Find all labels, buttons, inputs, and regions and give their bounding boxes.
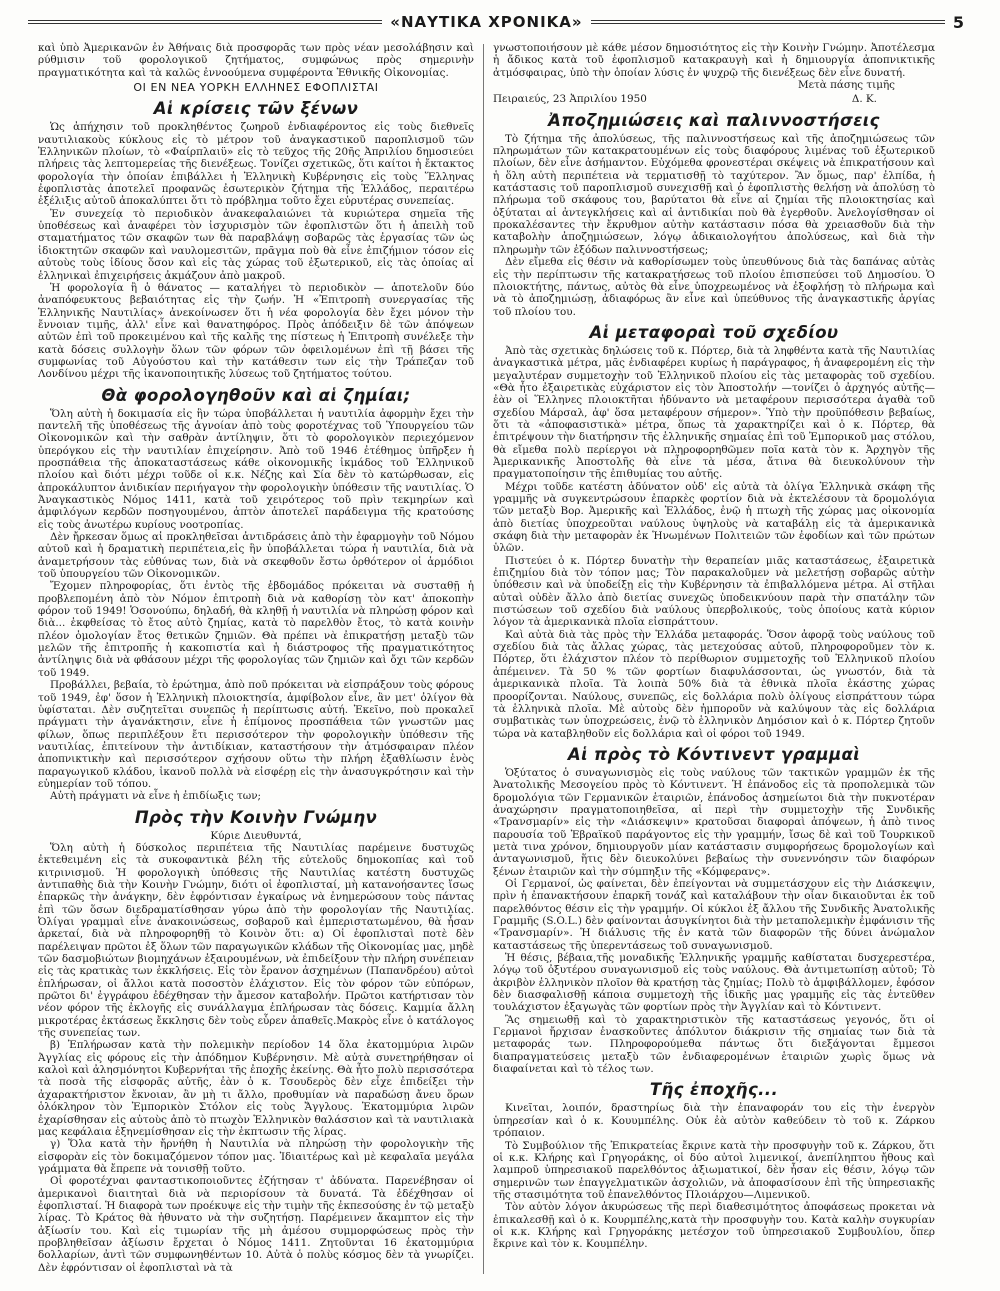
article-paragraph: Προβάλλει, βεβαία, τὸ ἐρώτημα, ἀπὸ ποῦ πρόκειται νὰ εἰσπράξουν τοὺς φόρους τοῦ 1949, ἐφ' ὅσον ἡ Ἑλληνικὴ πλοιοκτησία, ἀμφίβολον εἶνε, ἂν μετ' ὀλίγον θὰ ὑφίσταται. Δὲν συζητεῖται συνεπῶς ἡ περίπτωσις αὐτή. Ἐκεῖνο, ποὺ προκαλεῖ πράγματι τὴν ἀγανάκτησιν, εἶνε ἡ ἐπίμονος προσπάθεια τῶν γνωστῶν μας φίλων, ὅπως περιπλέξουν ἔτι περισσότερον τὴν φορολογικὴν ὑπόθεσιν τῆς ναυτιλίας, ἐπιτείνουν τὴν ἀντιδίκιαν, καταστήσουν τὴν ἀτμόσφαιραν πλέον ἀποπνικτικὴν καὶ περισσότερον σχήσουν οὕτω τὴν πλήρη ἐξαθλίωσιν ἑνὸς παραγωγικοῦ κλάδου, ἱκανοῦ πολλὰ νὰ εἰσφέρῃ εἰς τὴν ἀνασυγκρότησιν καὶ τὴν εὐημερίαν τοῦ τόπου. <box>38 679 474 790</box>
article-paragraph: Καὶ αὐτὰ διὰ τὰς πρὸς τὴν Ἑλλάδα μεταφοράς. Ὅσον ἀφορᾷ τοὺς ναύλους τοῦ σχεδίου διὰ τὰς ἄλλας χώρας, τὰς μετεχούσας αὐτοῦ, πληροφοροῦμεν τὸν κ. Πόρτερ, ὅτι ἐλάχιστον πλέον τὸ περίθωριον συμμετοχῆς τοῦ Ἑλληνικοῦ πλοίου ἀπέμεινεν. Τὰ 50 % τῶν φορτίων διαφυλάσσονται, ὡς γνωστόν, διὰ τὰ ἀμερικανικὰ πλοῖα. Τὰ λοιπὰ 50% διὰ τὰ ἐθνικὰ πλοῖα ἑκάστης χώρας προορίζονται. Ναύλους, συνεπῶς, εἰς δολλάρια πολὺ ὀλίγους εἰσπράττουν τώρα τὰ ἑλληνικὰ πλοῖα. Μὲ αὐτοὺς δὲν ἠμποροῦν νὰ καλύψουν τὰς εἰς δολλάρια συμβατικὰς των ὑποχρεώσεις, ἐνῷ τὸ ἑλληνικὸν Δημόσιον καὶ ὁ κ. Πόρτερ ζητοῦν τώρα νὰ καταβληθοῦν εἰς δολλάρια καὶ οἱ φόροι τοῦ 1949. <box>493 628 935 740</box>
article-paragraph: Ὁξύτατος ὁ συναγωνισμὸς εἰς τοὺς ναύλους τῶν τακτικῶν γραμμῶν ἐκ τῆς Ἀνατολικῆς Μεσογείου πρὸς τὸ Κόντινεντ. Ἡ ἐπάνοδος εἰς τὰ προπολεμικὰ τῶν δρομολόγια τῶν Γερμανικῶν ἑταιριῶν, ἐπάνοδος ἀσημείωτοι διὰ τὴν πυκνοτέραν ἀναχώρησιν πραγματοποιηθεῖσα, αἱ περὶ τὴν συμμετοχὴν τῆς Συνδικῆς «Τρανσμαρίν» εἰς τὴν «Διάσκεψιν» κρατοῦσαι διαφοραὶ ἀπόψεων, ἡ ἀπὸ τινος παρουσία τοῦ Ἑβραϊκοῦ παράγοντος εἰς τὴν γραμμήν, ἴσως δὲ καὶ τοῦ Τουρκικοῦ μετὰ τινα χρόνον, δημιουργοῦν μίαν κατάστασιν συμφορήσεως δρομολογίων καὶ ἀνταγωνισμοῦ, ἥτις δὲν διευκολύνει βεβαίως τὴν συνεννόησιν τῶν διαφόρων ξένων ἑταιριῶν καὶ τὴν σύμπηξιν τῆς «Κόμφερανς». <box>493 766 935 878</box>
left-column <box>38 42 474 1278</box>
letter-initials: Δ. Κ. <box>851 93 877 106</box>
article-paragraph: β) Ἐπλήρωσαν κατὰ τὴν πολεμικὴν περίοδον 14 ὅλα ἑκατομμύρια λιρῶν Ἀγγλίας εἰς φόρους εἰς τὴν ἀπόδημον Κυβέρνησιν. Μὲ αὐτὰ συνετηρήθησαν οἱ καλοὶ καὶ ἀλησμόνητοι Κυβερνήται τῆς ἐποχῆς ἐκείνης. Θὰ ἦτο πολὺ περισσότερα τὰ ποσὰ τῆς εἰσφορᾶς αὐτῆς, ἐὰν ὁ κ. Τσουδερὸς δὲν εἶχε ἐπιδείξει τὴν ἀχαρακτήριστον ἔκνοιαν, ἂν μὴ τι ἄλλο, προθυμίαν νὰ παραδώσῃ ἄνευ ὅρων ὁλόκληρον τὸν Ἐμπορικὸν Στόλον εἰς τοὺς Ἄγγλους. Ἑκατομμύρια λιρῶν ἐχαρίσθησαν εἰς αὐτοὺς ἀπὸ τὸ πτωχὸν Ἑλληνικὸν θαλάσσιον καὶ τὰ ναυτιλιακὰ μας κεφάλαια ἐξηνεμίσθησαν εἰς τὴν ἐκπτωσιν τῆς λίρας. <box>38 1039 474 1138</box>
article-paragraph: Μέχρι τοῦδε κατέστη ἀδύνατον οὐδ' εἰς αὐτὰ τὰ ὀλίγα Ἑλληνικὰ σκάφη τῆς γραμμῆς νὰ συγκεντρώσουν ἐπαρκὲς φορτίον διὰ νὰ ἐκτελέσουν τὰ δρομολόγια τῶν μεταξὺ Βορ. Ἀμερικῆς καὶ Ἑλλάδος, ἐνῷ ἡ πτωχὴ τῆς χώρας μας οἰκονομία ἀπὸ διετίας ὑποχρεοῦται ναύλους ὑψηλοὺς νὰ καταβάλῃ εἰς τὰ ἀμερικανικὰ σκάφη διὰ τὴν μεταφορὰν ἐκ Ἡνωμένων Πολιτειῶν τῶν ἐφοδίων καὶ τῶν πρώτων ὑλῶν. <box>493 480 935 555</box>
article-paragraph: Τὸ ζήτημα τῆς ἀπολύσεως, τῆς παλιννοστήσεως καὶ τῆς ἀποζημιώσεως τῶν πληρωμάτων τῶν κατακρατουμένων εἰς τοὺς διαφόρους λιμένας τοῦ ἐξωτερικοῦ πλοίων, δὲν εἶνε ἀσήμαντον. Εὐχόμεθα φρονεστέραι σκέψεις νὰ ἐπικρατήσουν καὶ ἡ ὅλη αὐτὴ περιπέτεια νὰ τερματισθῇ τὸ ταχύτερον. Ἂν ὅμως, παρ' ἐλπίδα, ἡ κατάστασις τοῦ παροπλισμοῦ συνεχισθῇ καὶ ὁ ἐφοπλιστὴς θελήσῃ νὰ ἀπολύσῃ τὸ πλήρωμα τοῦ σκάφους του, βαρύτατοι θὰ εἶνε αἱ ζημίαι τῆς πλοιοκτησίας καὶ ὀξύταται αἱ ἀντεγκλήσεις καὶ αἱ ἀντιδικίαι ποὺ θὰ ἐγερθοῦν. Ἀνελογίσθησαν οἱ προκαλέσαντες τὴν ἔκρυθμον αὐτὴν κατάστασιν πόσα θὰ χρειασθοῦν διὰ τὴν καταβολὴν ἀποζημιώσεων, λόγῳ ἀδικαιολογήτου ἀπολύσεως, καὶ διὰ τὴν πληρωμὴν τῶν ἐξόδων παλιννοστήσεως; <box>493 132 935 256</box>
article-paragraph: Ἡ φορολογία ἢ ὁ θάνατος — καταλήγει τὸ περιοδικὸν — ἀποτελοῦν δύο ἀναπόφευκτους βεβαιότητας εἰς τὴν ζωήν. Ἡ «Ἐπιτροπὴ συνεργασίας τῆς Ἑλληνικῆς Ναυτιλίας» ἀνεκοίνωσεν ὅτι ἡ νέα φορολογία δὲν ἔχει μόνον τὴν ἔννοιαν τιμῆς, ἀλλ' εἶνε καὶ θανατηφόρος. Πρὸς ἀπόδειξιν δὲ τῶν ἀπόψεων αὐτῶν ἐπὶ τοῦ προκειμένου καὶ τῆς καλῆς της πίστεως ἡ Ἐπιτροπὴ συνέλεξε τὴν κατὰ δόσεις συλλογὴν ὅλων τῶν φόρων τῶν ὀφειλομένων ἐπὶ τῇ βάσει τῆς συμφωνίας τοῦ Αὐγούστου καὶ τὴν κατάθεσιν των εἰς τὴν Τράπεζαν τοῦ Λονδίνου μέχρι τῆς ἱκανοποιητικῆς λύσεως τοῦ ζητήματος τούτου. <box>38 281 474 381</box>
right-column <box>493 42 935 1278</box>
article-paragraph: Ἔχομεν πληροφορίας, ὅτι ἐντὸς τῆς ἑβδομάδος πρόκειται νὰ συσταθῇ ἡ προβλεπομένη ἀπὸ τὸν Νόμον ἐπιτροπὴ διὰ νὰ καθορίσῃ τὸν κατ' ἀποκοπὴν φόρον τοῦ 1949! Ὁσονούπω, δηλαδή, θὰ κληθῇ ἡ ναυτιλία νὰ πληρώσῃ φόρον καὶ διὰ... ἐκφθείσας τὸ ἔτος αὐτὸ ζημίας, κατὰ τὸ παρελθὸν ἔτος, τὸ κατὰ κοινὴν πλέον ὁμολογίαν ἔτος θετικῶν ζημιῶν. Θὰ πρέπει νὰ ἐπικρατήσῃ μεταξὺ τῶν μελῶν τῆς ἐπιτροπῆς ἡ κακοπιστία καὶ ἡ διάστροφος τῆς πραγματικότητος ἀντίληψις διὰ νὰ φθάσουν μέχρι τῆς φορολογίας τῶν ζημιῶν καὶ ὄχι τῶν κερδῶν τοῦ 1949. <box>38 580 474 679</box>
letter-salutation: Κύριε Διευθυντά, <box>210 829 302 842</box>
article-paragraph: Ἀπὸ τὰς σχετικὰς δηλώσεις τοῦ κ. Πόρτερ, διὰ τὰ ληφθέντα κατὰ τῆς Ναυτιλίας ἀναγκαστικὰ μέτρα, μᾶς ἐνδιαφέρει κυρίως ἡ παράγραφος, ἡ ἀναφερομένη εἰς τὴν μεγαλυτέραν συμμετοχὴν τοῦ Ἑλληνικοῦ πλοίου εἰς τὰς μεταφορὰς τοῦ σχεδίου. «Θὰ ἦτο ἐξαιρετικὰς εὐχάριστον εἰς τὸν Ἀποστολήν —τονίζει ὁ ἀρχηγός αὐτῆς— ἐὰν οἱ Ἕλληνες πλοιοκτῆται ἠδύναντο νὰ μεταφέρουν περισσότερα ἀγαθὰ τοῦ σχεδίου Μάρσαλ, ἀφ' ὅσα μεταφέρουν σήμερον». Ὑπὸ τὴν προϋπόθεσιν βεβαίως, ὅτι τὰ «ἀποφασιστικὰ» μέτρα, ὅπως τὰ χαρακτηρίζει καὶ ὁ κ. Πόρτερ, θὰ ἐπιτρέψουν τὴν διατήρησιν τῆς ἑλληνικῆς σημαίας ἐπὶ τοῦ Ἐμπορικοῦ μας στόλου, θὰ εἴμεθα πολὺ περίεργοι νὰ πληροφορηθῶμεν ποῖα κατὰ τὸν κ. Ἀρχηγὸν τῆς Ἀμερικανικῆς Ἀποστολῆς θὰ εἶνε τὰ μέσα, ἄτινα θὰ διευκολύνουν τὴν πραγματοποίησιν τῆς ἐπιθυμίας του αὐτῆς. <box>493 344 935 481</box>
article-paragraph: γ) Ὅλα κατὰ τὴν ἤρνήθη ἡ Ναυτιλία νὰ πληρώσῃ τὴν φορολογικὴν τῆς εἰσφορὰν εἰς τὸν δοκιμαζόμενον τόπον μας. Ἰδιαιτέρως καὶ μὲ κεφαλαῖα μεγάλα γράμματα θὰ ἔπρεπε νὰ τονισθῇ τοῦτο. <box>38 1138 474 1175</box>
article-paragraph: Ἂς σημειωθῇ καὶ τὸ χαρακτηριστικὸν τῆς καταστάσεως γεγονός, ὅτι οἱ Γερμανοὶ ἤρχισαν ἐνασκοῦντες ἀπόλυτον διάκρισιν τῆς σημαίας των διὰ τὰ μεταφοράς των. Πληροφορούμεθα πάντως ὅτι διεξάγονται ἔμμεσοι διαπραγματεύσεις μεταξὺ τῶν ἐνδιαφερομένων ἑταιριῶν χωρὶς ὅμως νὰ διαφαίνεται καὶ τὸ τέλος των. <box>493 1013 935 1076</box>
letter-continuation: γνωστοποιήσουν μὲ κάθε μέσον δημοσιότητος εἰς τὴν Κοινὴν Γνώμην. Ἀποτέλεσμα ἡ ἄδικος κατὰ τοῦ ἐφοπλισμοῦ κατακραυγὴ καὶ ἡ δημιουργία ἀποπνικτικῆς ἀτμόσφαιρας, ὑπὸ τὴν ὁποίαν λύσις ἐν ψυχρῷ τῆς διενέξεως δὲν εἶνε δυνατή. <box>493 42 935 79</box>
article-paragraph: Τὸν αὐτὸν λόγον ἀκυρώσεως τῆς περὶ διαθεσιμότητος ἀποφάσεως προκεται νὰ ἐπικαλεσθῇ καὶ ὁ κ. Κουρμπέλης,κατὰ τὴν προσφυγὴν του. Κατὰ καλὴν συγκυρίαν οἱ κ.κ. Κλήρης καὶ Γρηγοράκης μετέσχον τοῦ ὑπηρεσιακοῦ Συμβουλίου, ὅπερ ἔκρινε καὶ τὸν κ. Κουμπέλην. <box>493 1201 935 1251</box>
article-paragraph: Οἱ Γερμανοί, ὡς φαίνεται, δὲν ἐπείγονται νὰ συμμετάσχουν εἰς τὴν Διάσκεψιν, πρὶν ἡ ἐπανακτήσουν ἐπαρκῆ τονάζ καὶ καταλάβουν τὴν οἷαν δικαιοῦνται ἐκ τοῦ παρελθόντος θέσιν εἰς τὴν γραμμήν. Οἱ κύκλοι ἐξ ἄλλου τῆς Συνδικῆς Ἀνατολικῆς Γραμμῆς (S.O.L.) δὲν φαίνονται ἀσυγκίνητοι διὰ τὴν μεταπολεμικὴν ἐμφάνισιν τῆς «Τρανσμαρίν». Ἡ διάλυσις τῆς ἐν κατὰ τῶν διαφορῶν τῆς δύνει ἀνώμαλον καταστάσεως τῆς ὑπερεντάσεως τοῦ συναγωνισμοῦ. <box>493 877 935 952</box>
letter-closing: Μετὰ πάσης τιμῆς <box>798 79 895 92</box>
article-paragraph: Ἐν συνεχείᾳ τὸ περιοδικὸν ἀνακεφαλαιώνει τὰ κυριώτερα σημεῖα τῆς ὑποθέσεως καὶ ἀναφέρει τὸν ἰσχυρισμὸν τῶν ἐφοπλιστῶν ὅτι ἡ ἀπειλὴ τοῦ σταματήματος τῶν σκαφῶν των θὰ παραβλάψῃ σοβαρῶς τὰς ἐργασίας τῶν ὡς ἰδιοκτητῶν σκαφῶν καὶ ναυλομεσιτῶν, πρᾶγμα ποὺ θὰ εἶνε ἐπιζήμιον τόσον εἰς αὐτοὺς τοὺς ἰδίους ὅσον καὶ εἰς τὰς χώρας τοῦ ἐξωτερικοῦ, εἰς τὰς ὁποίας αἱ ἑλληνικαὶ ἐπιχειρήσεις ἀκμάζουν ἀπὸ μακροῦ. <box>38 207 474 282</box>
article-paragraph: Τὸ Συμβούλιον τῆς Ἐπικρατείας ἔκρινε κατὰ τὴν προσφυγὴν τοῦ κ. Ζάρκου, ὅτι οἱ κ.κ. Κλήρης καὶ Γρηγοράκης, οἱ δύο αὐτοὶ λιμενικοί, ἀνεπίληπτου ἤθους καὶ λαμπροῦ ὑπηρεσιακοῦ παρελθόντος ἀξιωματικοί, δὲν ἦσαν εἰς θέσιν, λόγῳ τῶν σημερινῶν των ἐπαγγελματικῶν ἀσχολιῶν, νὰ ἀποφασίσουν ἐπὶ τῆς ὑπηρεσιακῆς τῆς στασιμότητα τοῦ ἐπανελθόντος Πλοιάρχου—Λιμενικοῦ. <box>493 1139 935 1201</box>
article-paragraph: Δὲν ἤρκεσαν ὅμως αἱ προκληθεῖσαι ἀντιδράσεις ἀπὸ τὴν ἐφαρμογὴν τοῦ Νόμου αὐτοῦ καὶ ἡ δραματικὴ περιπέτεια,εἰς ἣν ὑποβάλλεται τώρα ἡ ναυτιλία, διὰ νὰ ἀναμετρήσουν τὰς εὐθύνας των, διὰ νὰ σκεφθοῦν ἔστω ὀρθότερον οἱ ἁρμόδιοι τοῦ ὑπουργείου τῶν Οἰκονομικῶν. <box>38 531 474 581</box>
page-number: 5 <box>952 12 964 32</box>
heading-of-the-era: Τῆς ἐποχῆς... <box>649 1080 779 1100</box>
masthead-rule-left <box>28 20 382 24</box>
article-paragraph: Πιστεύει ὁ κ. Πόρτερ δυνατὴν τὴν θεραπείαν μιᾶς καταστάσεως, ἐξαιρετικὰ ἐπιζημίου διὰ τὸν τόπον μας; Τὸν παρακαλοῦμεν νὰ μελετήσῃ σοβαρῶς αὐτὴν ὑπόθεσιν καὶ νὰ ὑποδείξῃ εἰς τὴν Κυβέρνησιν τὰ ἐπιβαλλόμενα μέτρα. Αἱ στῆλαι αὐταὶ οὐδὲν ἄλλο ἀπὸ διετίας συνεχῶς ὑποδεικνύουν παρὰ τὴν σπατάλην τῶν πιστώσεων τοῦ σχεδίου διὰ ναύλους ὑπερβολικούς, τοὺς ὁποίους κατὰ κύριον λόγον τὰ ἀμερικανικὰ πλοῖα εἰσπράττουν. <box>493 554 935 629</box>
column-divider <box>483 44 484 1274</box>
article-paragraph: Ὅλη αὐτὴ ἡ δοκιμασία εἰς ἣν τώρα ὑποβάλλεται ἡ ναυτιλία ἀφορμὴν ἔχει τὴν παντελῆ τῆς ὑποθέσεως τῆς ἀγνοίαν ἀπὸ τοὺς φοροτέχνας τοῦ Ὑπουργείου τῶν Οἰκονομικῶν καὶ τὴν σαθρὰν ἀντίληψιν, ὅτι τὸ φορολογικὸν περιεχόμενον ὑπερόγκου εἰς τὴν ναυτιλίαν ἐπιχείρησιν. Ἀπὸ τοῦ 1946 ἐτέθημος ὑπῆρξεν ἡ προσπάθεια τῆς ἀποκαταστάσεως κάθε οἰκονομικῆς ἰκμάδος τοῦ Ἑλληνικοῦ πλοίου καὶ διότι μέχρι τοῦδε οἱ κ.κ. Νέζης καὶ Σία δὲν τὸ κατώρθωσαν, εἰς ἀπροκάλυπτον ἀνιδικίαν περιήγαγον τὴν φορολογικὴν ὑπόθεσιν τῆς ναυτιλίας. Ὁ Ἀναγκαστικὸς Νόμος 1411, κατὰ τοῦ χειρότερος τοῦ πρὶν τεκμηρίων καὶ ἀμφιλόγων κερδῶν ποσηγουμένου, ἀπτὸν ἀποτελεῖ παράδειγμα τῆς κρατούσης εἰς τοὺς ἀνωτέρω κυρίους νοοτροπίας. <box>38 407 474 531</box>
heading-taxed-losses: Θὰ φορολογηθοῦν καὶ αἱ ζημίαι; <box>101 385 411 405</box>
letter-dateline: Πειραιεύς, 23 Ἀπριλίου 1950 <box>493 93 647 106</box>
article-paragraph: Αὐτὴ πράγματι νὰ εἶνε ἡ ἐπιδίωξις των; <box>50 790 262 803</box>
masthead-rule-right <box>591 20 945 24</box>
masthead <box>28 10 972 34</box>
article-paragraph: Οἱ φοροτέχναι φανταστικοποιοῦντες ἐζήτησαν τ' ἀδύνατα. Παρενέβησαν οἱ ἀμερικανοὶ διαιτηταὶ διὰ νὰ περιορίσουν τὰ δυνατά. Τὰ ἐδέχθησαν οἱ ἐφοπλισταί. Ἡ διαφορὰ των προέκυψε εἰς τὴν τιμὴν τῆς ἐκπεσούσης ἐν τῷ μεταξὺ λίρας. Τὸ Κράτος θὰ ἠθυνατο νὰ τὴν συζητήσῃ. Παρέμεινεν ἄκαμπτον εἰς τὴν ἀξίωσίν του. Καὶ εἰς τιμωρίαν τῆς μὴ ἀμέσου συμμορφώσεως πρὸς τὴν προβληθεῖσαν ἀξίωσιν ἔρχεται ὁ Νόμος 1411. Ζητοῦνται 16 ἑκατομμύρια δολλαρίων, ἀντὶ τῶν συμφωνηθέντων 10. Αὐτὰ ὁ πολὺς κόσμος δὲν τὰ γνωρίζει. Δὲν ἐφρόντισαν οἱ ἐφοπλισταὶ νὰ τὰ <box>38 1175 474 1274</box>
heading-foreign-opinions: Αἱ κρίσεις τῶν ξένων <box>153 99 359 119</box>
article-paragraph: Ὅλη αὐτὴ ἡ δύσκολος περιπέτεια τῆς Ναυτιλίας παρέμεινε δυστυχῶς ἐκτεθειμένη εἰς τὰ συκοφαντικὰ βέλη τῆς εὐτελοῦς δημοκοπίας καὶ τοῦ κιτρινισμοῦ. Ἡ φορολογικὴ ὑπόθεσις τῆς Ναυτιλίας κατέστη δυστυχῶς ἀντιπαθὴς διὰ τὴν Κοινὴν Γνώμην, διότι οἱ ἐφοπλισταί, μὴ κατανοήσαντες ἴσως ἐπαρκῶς τὴν ἀνάγκην, δὲν ἐφρόντισαν ἐγκαίρως νὰ ἐνημερώσουν τοὺς πάντας ἐπὶ τῶν ὅσων διεδραματίσθησαν γύρω ἀπὸ τὴν φορολογίαν τῆς Ναυτιλίας. Ὀλίγαι γραμμαὶ εἶνε ἀνακοινώσεως, σοβαροῦ καὶ ἐμπεριστατωμένου, θὰ ἦσαν ἀρκεταί, διὰ νὰ πληροφορηθῇ τὸ Κοινὸν ὅτι: α) Οἱ ἐφοπλισταὶ ποτὲ δὲν παρέλειψαν πρῶτοι ἐξ ὅλων τῶν παραγωγικῶν κλάδων τῆς Οἰκονομίας μας, μηδὲ τῶν δασμοβιώτων βιομηχάνων ἐξαιρουμένων, νὰ ἐπιδείξουν τὴν πλήρη συνέπειαν εἰς τὰς κρατικὰς των ἐκκλήσεις. Εἰς τὸν ἔρανον ἀσχημένων (Παπανδρέου) αὐτοὶ ἐπλήρωσαν, οἱ ἄλλοι κατὰ ποσοστὸν ἐλάχιστον. Εἰς τὸν φόρον τῶν εὐπόρων, πρῶτοι δι' ἐγγράφου ἐδέχθησαν τὴν ἄμεσον καταβολήν. Πρῶτοι κατήρτισαν τὸν νέον φόρον τῆς ἐκλογῆς εἰς συνάλλαγμα ἐπλήρωσαν τὰς δόσεις. Καμμία ἄλλη μικροτέρας ἐκτάσεως ἔκκλησις δὲν τοὺς εὗρεν ἀπαθεῖς.Μακρὸς εἶνε ὁ κατάλογος τῆς συνεπείας των. <box>38 841 474 1040</box>
article-paragraph: Δὲν εἴμεθα εἰς θέσιν νὰ καθορίσωμεν τοὺς ὑπευθύνους διὰ τὰς δαπάνας αὐτὰς εἰς τὴν περίπτωσιν τῆς κατακρατήσεως τοῦ πλοίου ἐπισπεύσει τοῦ Δημοσίου. Ὁ πλοιοκτήτης, πάντως, αὐτὸς θὰ εἶνε ὑποχρεωμένος νὰ ἐξοφλήσῃ τὸ πλήρωμα καὶ νὰ τὸ ἀποζημιώσῃ, ἀδιαφόρως ἂν εἶνε καὶ ὑπεύθυνος τῆς ἀναγκαστικῆς ἀργίας τοῦ πλοίου του. <box>493 256 935 318</box>
masthead-title: «ΝΑΥΤΙΚΑ ΧΡΟΝΙΚΑ» <box>390 13 583 31</box>
heading-continent-lines: Αἱ πρὸς τὸ Κόντινεντ γραμμαὶ <box>567 744 861 764</box>
intro-signature: ΟΙ ΕΝ ΝΕΑ ΥΟΡΚΗ ΕΛΛΗΝΕΣ ΕΦΟΠΛΙΣΤΑΙ <box>133 81 379 95</box>
heading-public-opinion: Πρὸς τὴν Κοινὴν Γνώμην <box>134 807 378 827</box>
heading-plan-transports: Αἱ μεταφοραὶ τοῦ σχεδίου <box>589 322 839 342</box>
article-paragraph: Ὡς ἀπήχησιν τοῦ προκληθέντος ζωηροῦ ἐνδιαφέροντος εἰς τοὺς διεθνεῖς ναυτιλιακοὺς κύκλους εἰς τὸ μέτρον τοῦ ἀναγκαστικοῦ παροπλισμοῦ τῶν Ἑλληνικῶν πλοίων, τὸ «Φαίρπλαιϋ» εἰς τὸ τεῦχος τῆς 20ῆς Ἀπριλίου δημοσιεύει πλήρεις τὰς λεπτομερείας τῆς διενέξεως. Τονίζει σχετικῶς, ὅτι καίτοι ἡ ἔκτακτος φορολογία τὴν ὁποίαν ἐπιβάλλει ἡ Ἑλληνικὴ Κυβέρνησις εἰς τοὺς Ἕλληνας ἐφοπλιστὰς ἀποτελεῖ προφανῶς ἐσωτερικὸν ζήτημα τῆς Ἑλλάδος, περαιτέρω ἐξέλιξις αὐτοῦ ἀποκαλύπτει ὅτι τὸ πρόβλημα τοῦτο ἔχει εὐρυτέρας συνεπείας. <box>38 121 474 208</box>
article-paragraph: Κινεῖται, λοιπόν, δραστηρίως διὰ τὴν ἐπαναφοράν του εἰς τὴν ἐνεργὸν ὑπηρεσίαν καὶ ὁ κ. Κουυμπέλης. Οὐκ ἐὰ αὐτὸν καθεύδειν τὸ τοῦ κ. Ζάρκου τρόπαιον. <box>493 1102 935 1140</box>
article-paragraph: Ἡ θέσις, βέβαια,τῆς μοναδικῆς Ἑλληνικῆς γραμμῆς καθίσταται δυσχερεστέρα, λόγῳ τοῦ ὀξυτέρου συναγωνισμοῦ εἰς τοὺς ναύλους. Θὰ ἀντιμετωπίσῃ αὐτοῦ; Τὸ ἀκριβὸν ἑλληνικὸν πλοῖον θὰ κρατήσῃ τὰς ζημίας; Πολὺ τὸ ἀμφιβάλλομεν, ἐφόσον δὲν διασφαλισθῇ κάποια συμμετοχὴ τῆς ἰδικῆς μας γραμμῆς εἰς τὰς ἐντεῦθεν τουλάχιστον ἐξαγωγὰς τῶν φορτίων πρὸς τὴν Ἀγγλίαν καὶ τὸ Κόντινεντ. <box>493 952 935 1014</box>
heading-compensation: Ἀποζημιώσεις καὶ παλιννοστήσεις <box>548 110 880 130</box>
intro-paragraph: καὶ ὑπὸ Ἀμερικανῶν ἐν Ἀθήναις διὰ προσφορᾶς των πρὸς νέαν μεσολάβησιν καὶ ρύθμισιν τοῦ φορολογικοῦ ζητήματος, συμφώνως πρὸς σημερινὴν πραγματικότητα καὶ τὰ καλῶς ἐννοούμενα συμφέροντα Ἐθνικῆς Οἰκονομίας. <box>38 42 474 79</box>
letter-dateline-row <box>493 93 935 105</box>
